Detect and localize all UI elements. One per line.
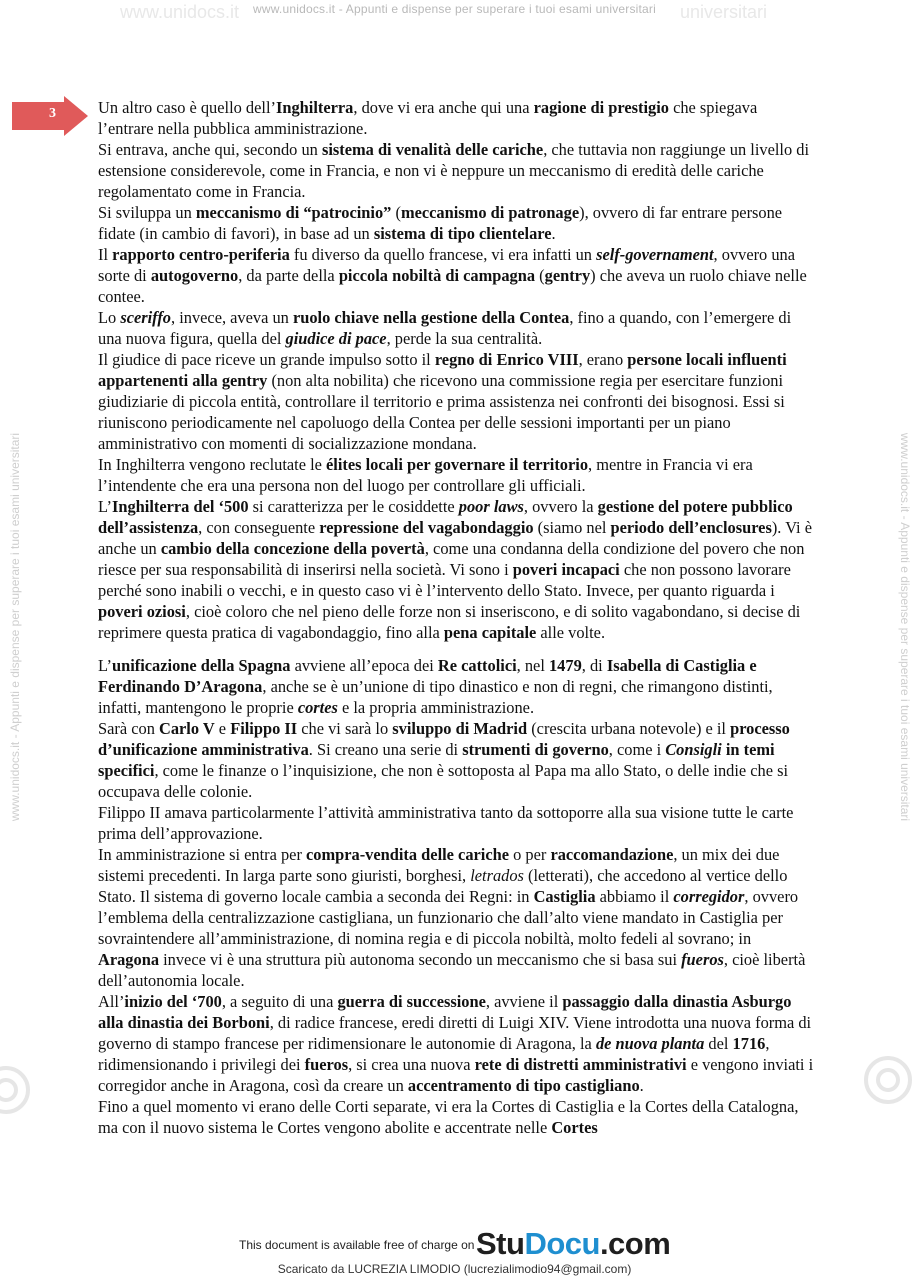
paragraph: Filippo II amava particolarmente l’attività amministrativa tanto da sottoporre alla sua visione tutte le carte prima dell’approvazione. bbox=[98, 803, 794, 843]
paragraph: In Inghilterra vengono reclutate le élites locali per governare il territorio, mentre in Francia vi era l’intendente che era una persona non del luogo per controllare gli ufficiali. bbox=[98, 455, 753, 495]
paragraph: Si entrava, anche qui, secondo un sistema di venalità delle cariche, che tuttavia non raggiunge un livello di estensione considerevole, come in Francia, e non vi è neppure un meccanismo di eredità delle cariche regolamentato come in Francia. bbox=[98, 140, 810, 201]
logo-com: .com bbox=[599, 1226, 671, 1261]
paragraph: Lo sceriffo, invece, aveva un ruolo chiave nella gestione della Contea, fino a quando, con l’emergere di una nuova figura, quella del giudice di pace, perde la sua centralità. bbox=[98, 308, 792, 348]
paragraph: Sarà con Carlo V e Filippo II che vi sarà lo sviluppo di Madrid (crescita urbana notevole) e il processo d’unificazione amministrativa. Si creano una serie di strumenti di governo, come i Consigli in temi specifici, come le finanze o l’inquisizione, che non è sottoposta al Papa ma allo Stato, o delle indie che si occupava delle colonie. bbox=[98, 719, 790, 801]
watermark-right: www.unidocs.it - Appunti e dispense per superare i tuoi esami universitari bbox=[898, 432, 912, 822]
paragraph: Fino a quel momento vi erano delle Corti separate, vi era la Cortes di Castiglia e la Cortes della Catalogna, ma con il nuovo sistema le Cortes vengono abolite e accentrate nelle Cortes bbox=[98, 1097, 799, 1137]
logo-docu: Docu bbox=[524, 1226, 600, 1261]
unidocs-logo-icon bbox=[0, 1060, 38, 1120]
paragraph: Si sviluppa un meccanismo di “patrocinio” (meccanismo di patronage), ovvero di far entrare persone fidate (in cambio di favori), in base ad un sistema di tipo clientelare. bbox=[98, 203, 783, 243]
paragraph: All’inizio del ‘700, a seguito di una guerra di successione, avviene il passaggio dalla dinastia Asburgo alla dinastia dei Borboni, di radice francese, eredi diretti di Luigi XIV. Viene introdotta una nuova forma di governo di stampo francese per ridimensionare le autonomie di Aragona, la de nuova planta del 1716, ridimensionando i privilegi dei fueros, si crea una nuova rete di distretti amministrativi e vengono inviati i corregidor anche in Aragona, così da creare un accentramento di tipo castigliano. bbox=[98, 992, 814, 1095]
watermark-top: www.unidocs.it - Appunti e dispense per superare i tuoi esami universitari bbox=[253, 2, 656, 16]
logo-stu: Stu bbox=[476, 1226, 525, 1261]
paragraph: L’unificazione della Spagna avviene all’epoca dei Re cattolici, nel 1479, di Isabella di Castiglia e Ferdinando D’Aragona, anche se è un’unione di tipo dinastico e non di regni, che rimangono distinti, infatti, mantengono le proprie cortes e la propria amministrazione. bbox=[98, 656, 773, 717]
footer-free-text: This document is available free of charge on bbox=[239, 1238, 475, 1252]
page-number-marker bbox=[12, 96, 88, 136]
footer bbox=[0, 1226, 909, 1266]
paragraph: In amministrazione si entra per compra-vendita delle cariche o per raccomandazione, un mix dei due sistemi precedenti. In larga parte sono giuristi, borghesi, letrados (letterati), che accedono al vertice dello Stato. Il sistema di governo locale cambia a seconda dei Regni: in Castiglia abbiamo il corregidor, ovvero l’emblema della centralizzazione castigliana, un funzionario che dall’alto viene mandato in Castiglia per sovraintendere all’amministrazione, di nomina regia e di piccola nobiltà, molto fedeli al sovrano; in Aragona invece vi è una struttura più autonoma secondo un meccanismo che si basa sui fueros, cioè libertà dell’autonomia locale. bbox=[98, 845, 806, 990]
studocu-logo[interactable] bbox=[476, 1226, 670, 1262]
paragraph: Il rapporto centro-periferia fu diverso da quello francese, vi era infatti un self-governament, ovvero una sorte di autogoverno, da parte della piccola nobiltà di campagna (gentry) che aveva un ruolo chiave nelle contee. bbox=[98, 245, 807, 306]
paragraph: L’Inghilterra del ‘500 si caratterizza per le cosiddette poor laws, ovvero la gestione del potere pubblico dell’assistenza, con conseguente repressione del vagabondaggio (siamo nel periodo dell’enclosures). Vi è anche un cambio della concezione della povertà, come una condanna della condizione del povero che non riesce per sua responsabilità di inserirsi nella società. Vi sono i poveri incapaci che non possono lavorare perché sono inabili o vecchi, e in questo caso vi è l’intervento dello Stato. Invece, per quanto riguarda i poveri oziosi, cioè coloro che nel pieno delle forze non si inseriscono, e di solito vagabondano, si decise di reprimere questa pratica di vagabondaggio, fino alla pena capitale alle volte. bbox=[98, 497, 812, 642]
paragraph: Il giudice di pace riceve un grande impulso sotto il regno di Enrico VIII, erano persone locali influenti appartenenti alla gentry (non alta nobilita) che ricevono una commissione regia per esercitare funzioni giudiziarie di piccola entità, controllare il territorio e prima assistenza nei confronti dei bisognosi. Essi si riuniscono periodicamente nel capoluogo della Contea per delle sessioni importanti per un piano amministrativo con momenti di socializzazione mondana. bbox=[98, 350, 787, 453]
downloaded-by: Scaricato da LUCREZIA LIMODIO (lucrezialimodio94@gmail.com) bbox=[277, 1262, 632, 1276]
unidocs-logo-icon-right bbox=[858, 1050, 910, 1110]
watermark-ghost-left: www.unidocs.it bbox=[120, 2, 240, 22]
document-body bbox=[98, 97, 814, 1138]
paragraph: Un altro caso è quello dell’Inghilterra, dove vi era anche qui una ragione di prestigio che spiegava l’entrare nella pubblica amministrazione. bbox=[98, 98, 758, 138]
watermark-ghost-right: universitari bbox=[680, 2, 768, 22]
watermark-left: www.unidocs.it - Appunti e dispense per superare i tuoi esami universitari bbox=[8, 432, 22, 822]
page-number: 3 bbox=[49, 106, 56, 121]
